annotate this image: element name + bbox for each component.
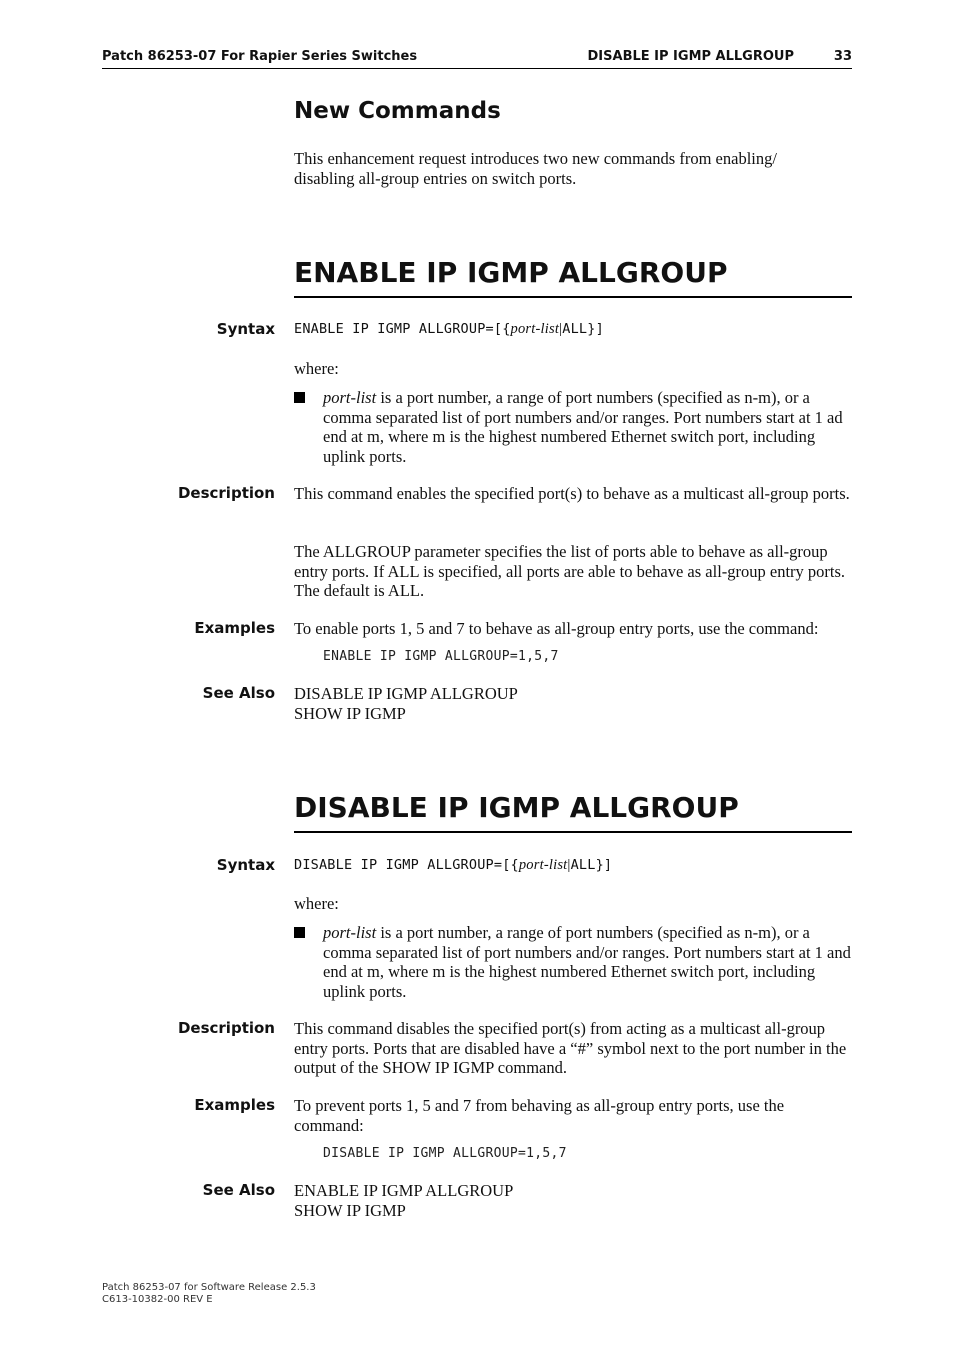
disable-bullet-text: is a port number, a range of port numbers (specified as n-m), or a comma separated list of port numbers and/or ranges. Port numbers start at 1 and end at m, where m is the highest numbered Ethernet switch port, including uplink ports. [323,923,851,1001]
disable-syntax-suffix: ALL}] [570,857,613,873]
enable-bullet-marker [294,392,306,404]
header-section-title: DISABLE IP IGMP ALLGROUP [587,49,794,64]
disable-see-also-label: See Also [202,1181,275,1199]
see-also-link[interactable]: DISABLE IP IGMP ALLGROUP [294,684,518,703]
enable-syntax-label: Syntax [216,320,275,338]
page-number: 33 [833,49,852,64]
enable-syntax [294,321,604,338]
disable-description-label: Description [177,1019,275,1037]
disable-bullet-term: port-list [323,923,377,942]
footer-doc-number: C613-10382-00 REV E [102,1294,213,1305]
disable-examples-text: To prevent ports 1, 5 and 7 from behaving as all-group entry ports, use the command: [294,1096,785,1135]
disable-where-text: where: [294,894,339,913]
enable-command-heading: ENABLE IP IGMP ALLGROUP [294,256,728,289]
disable-description-1: This command disables the specified port(s) from acting as a multicast all-group entry ports. Ports that are disabled have a “#” symbol next to the port number in the output of the SHOW IP IGMP command. [294,1019,847,1077]
disable-command-heading: DISABLE IP IGMP ALLGROUP [294,791,739,824]
disable-see-also-list [294,1181,513,1220]
enable-description-1: This command enables the specified port(s) to behave as a multicast all-group ports. [294,484,850,503]
disable-syntax-prefix: DISABLE IP IGMP ALLGROUP=[{ [294,857,519,873]
page-footer [102,1282,316,1306]
disable-bullet-marker [294,927,306,939]
enable-syntax-prefix: ENABLE IP IGMP ALLGROUP=[{ [294,321,511,337]
disable-heading-rule [294,831,852,833]
enable-description-label: Description [177,484,275,502]
see-also-link[interactable]: SHOW IP IGMP [294,703,406,723]
enable-examples-text: To enable ports 1, 5 and 7 to behave as all-group entry ports, use the command: [294,619,819,638]
see-also-link[interactable]: SHOW IP IGMP [294,1200,406,1220]
disable-syntax-sep: | [567,857,571,873]
disable-port-list-definition [323,923,851,1001]
see-also-link[interactable]: ENABLE IP IGMP ALLGROUP [294,1181,514,1200]
enable-syntax-param: port-list [510,321,560,337]
footer-release-line: Patch 86253-07 for Software Release 2.5.3 [102,1282,316,1293]
enable-syntax-suffix: ALL}] [562,321,604,337]
enable-heading-rule [294,296,852,298]
enable-see-also-label: See Also [202,684,275,702]
enable-syntax-sep: | [559,321,563,337]
disable-example-code: DISABLE IP IGMP ALLGROUP=1,5,7 [323,1146,567,1161]
enable-port-list-definition [323,388,851,466]
enable-examples-label: Examples [194,619,275,637]
enable-where-text: where: [294,359,339,378]
disable-syntax-param: port-list [518,857,568,873]
disable-examples-label: Examples [194,1096,275,1114]
enable-bullet-term: port-list [323,388,377,407]
disable-syntax [294,857,612,874]
disable-syntax-label: Syntax [216,856,275,874]
enable-example-code: ENABLE IP IGMP ALLGROUP=1,5,7 [323,649,559,664]
enable-bullet-text: is a port number, a range of port numbers (specified as n-m), or a comma separated list of port numbers and/or ranges. Port numbers start at 1 ad end at m, where m is the highest numbered Ethernet switch port, including uplink ports. [323,388,843,466]
intro-paragraph: This enhancement request introduces two new commands from enabling/ disabling all-group entries on switch ports. [294,149,777,188]
header-document-title: Patch 86253-07 For Rapier Series Switches [102,49,418,64]
enable-description-2: The ALLGROUP parameter specifies the list of ports able to behave as all-group entry ports. If ALL is specified, all ports are able to behave as all-group entry ports. The default is ALL. [294,542,846,600]
enable-see-also-list [294,684,518,723]
new-commands-heading: New Commands [294,98,501,124]
running-header [102,46,852,69]
